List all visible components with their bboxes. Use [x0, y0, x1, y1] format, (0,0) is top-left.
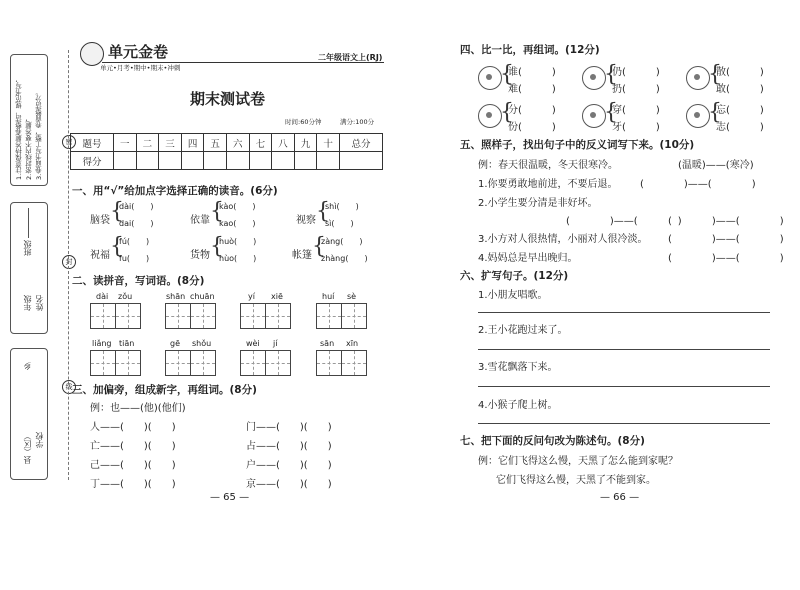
score-cell[interactable]	[136, 152, 159, 170]
pinyin: huí	[322, 292, 335, 301]
score-cell[interactable]	[294, 152, 317, 170]
s4-item[interactable]: 份( )	[508, 122, 556, 133]
field-grade: 年级	[23, 295, 32, 311]
section-6-title: 六、扩写句子。(12分)	[460, 270, 569, 282]
s1-option[interactable]: kào( )	[219, 202, 256, 211]
page-number-left: — 65 —	[210, 492, 250, 503]
s1-option[interactable]: dai( )	[119, 219, 154, 228]
score-col: 三	[159, 134, 182, 152]
exam-time: 时间:60分钟	[285, 118, 322, 126]
s1-option[interactable]: zàng( )	[321, 237, 363, 246]
s3-item[interactable]: 丁——( )( )	[90, 479, 176, 490]
score-cell[interactable]	[226, 152, 249, 170]
pinyin: sè	[347, 292, 357, 301]
s1-option[interactable]: hùo( )	[219, 254, 257, 263]
s1-option[interactable]: sì( )	[325, 219, 354, 228]
brace-icon: {	[110, 234, 124, 259]
s5-example-answer: (温暖)——(寒冷)	[678, 160, 754, 171]
s6-answer-line[interactable]	[478, 386, 770, 387]
field-town: 乡	[23, 362, 32, 370]
s6-item: 2.王小花跑过来了。	[478, 325, 568, 336]
s5-item: 1.你要勇敢地前进，不要后退。	[478, 179, 618, 190]
pinyin: wèi	[246, 339, 260, 348]
field-school: 学校	[35, 432, 44, 448]
s4-item[interactable]: 散( )	[716, 67, 764, 78]
grade-label: 二年级语文上(RJ)	[318, 53, 383, 62]
pinyin: chuān	[190, 292, 215, 301]
seal-mark-2: 封	[62, 255, 76, 269]
s4-item[interactable]: 忘( )	[716, 105, 764, 116]
writing-grid[interactable]	[316, 350, 366, 376]
s6-item: 3.雪花飘落下来。	[478, 362, 558, 373]
s3-item[interactable]: 户——( )( )	[246, 460, 332, 471]
score-table	[70, 133, 383, 170]
writing-grid[interactable]	[165, 303, 215, 329]
score-col: 七	[249, 134, 272, 152]
s5-blank[interactable]: ( )——( )	[668, 253, 784, 264]
score-cell[interactable]	[339, 152, 382, 170]
s3-item[interactable]: 门——( )( )	[246, 422, 332, 433]
exam-full-score: 满分:100分	[340, 118, 375, 126]
s5-blank[interactable]: ( )——( )	[640, 179, 756, 190]
section-2-title: 二、读拼音，写词语。(8分)	[72, 275, 205, 287]
field-name: 姓名	[35, 295, 44, 311]
notice-line-2: 2.密封线内不要答题，	[25, 115, 33, 180]
seal-mark-1: 密	[62, 135, 76, 149]
s6-item: 1.小朋友唱歌。	[478, 290, 548, 301]
s7-answer: 它们飞得这么慢，天黑了不能到家。	[496, 475, 656, 486]
s1-option[interactable]: zhàng( )	[321, 254, 368, 263]
pinyin: tiān	[119, 339, 135, 348]
s1-word: 脑袋	[90, 215, 110, 226]
score-col: 四	[181, 134, 204, 152]
binding-sidebar	[0, 40, 73, 480]
header-rule	[102, 62, 384, 63]
score-header-row	[71, 134, 383, 152]
exam-title: 期末测试卷	[190, 90, 266, 108]
score-col-label: 题号	[71, 134, 114, 152]
brace-icon: {	[312, 234, 326, 259]
s3-item[interactable]: 京——( )( )	[246, 479, 332, 490]
flower-icon	[582, 104, 606, 128]
pinyin: yí	[248, 292, 255, 301]
s1-word: 视察	[296, 215, 316, 226]
pinyin: xiē	[271, 292, 283, 301]
score-cell[interactable]	[272, 152, 295, 170]
s6-answer-line[interactable]	[478, 423, 770, 424]
s4-item[interactable]: 难( )	[508, 84, 556, 95]
pinyin: shǒu	[192, 339, 212, 348]
s4-item[interactable]: 分( )	[508, 105, 556, 116]
writing-grid[interactable]	[90, 350, 140, 376]
section-3-title: 三、加偏旁，组成新字，再组词。(8分)	[72, 384, 257, 396]
s1-option[interactable]: huò( )	[219, 237, 257, 246]
score-col: 五	[204, 134, 227, 152]
seal-line	[68, 50, 69, 480]
flower-icon	[686, 104, 710, 128]
notice-line-1: 1.注意保持答题卷整洁，规范书写，	[15, 76, 23, 180]
brace-icon: {	[210, 199, 224, 224]
section-4-title: 四、比一比，再组词。(12分)	[460, 44, 600, 56]
pinyin: shān	[166, 292, 186, 301]
score-cell[interactable]	[204, 152, 227, 170]
pinyin: sān	[320, 339, 335, 348]
writing-grid[interactable]	[316, 303, 366, 329]
s6-answer-line[interactable]	[478, 349, 770, 350]
series-logo: 单元金卷	[108, 43, 169, 61]
s4-item[interactable]: 敢( )	[716, 84, 764, 95]
brace-icon: {	[708, 100, 722, 125]
writing-grid[interactable]	[240, 303, 290, 329]
pinyin: liǎng	[92, 339, 112, 348]
score-row-label: 得分	[71, 152, 114, 170]
s3-item[interactable]: 亡——( )( )	[90, 441, 176, 452]
score-col: 九	[294, 134, 317, 152]
s4-item[interactable]: 牙( )	[612, 122, 660, 133]
pinyin: zǒu	[118, 292, 133, 301]
pinyin: jí	[273, 339, 278, 348]
s4-item[interactable]: 谁( )	[508, 67, 556, 78]
score-col: 二	[136, 134, 159, 152]
brace-icon: {	[604, 100, 618, 125]
s1-word: 祝福	[90, 250, 110, 261]
score-row	[71, 152, 383, 170]
flower-icon	[478, 66, 502, 90]
s1-word: 依靠	[190, 215, 210, 226]
pinyin: gē	[170, 339, 180, 348]
s3-example: 例：也——(他)(他们)	[90, 403, 186, 414]
s4-item[interactable]: 扔( )	[612, 84, 660, 95]
s1-option[interactable]: fu( )	[119, 254, 150, 263]
s7-example: 例：它们飞得这么慢，天黑了怎么能到家呢？	[478, 456, 678, 467]
brace-icon: {	[500, 100, 514, 125]
writing-grid[interactable]	[165, 350, 215, 376]
pinyin: xīn	[346, 339, 359, 348]
score-cell[interactable]	[114, 152, 137, 170]
s1-option[interactable]: fú( )	[119, 237, 150, 246]
flower-icon	[478, 104, 502, 128]
s5-item: 3.小方对人很热情，小丽对人很冷淡。	[478, 234, 648, 245]
s1-option[interactable]: kao( )	[219, 219, 256, 228]
field-class: 班级	[23, 240, 32, 256]
score-col: 六	[226, 134, 249, 152]
s1-option[interactable]: shì( )	[325, 202, 359, 211]
seal-mark-3: 线	[62, 380, 76, 394]
brace-icon: {	[708, 62, 722, 87]
s5-blank[interactable]: ( )——( )	[566, 216, 682, 227]
brace-icon: {	[110, 199, 124, 224]
class-blank[interactable]	[28, 208, 29, 238]
page-number-right: — 66 —	[600, 492, 640, 503]
s5-blank[interactable]: ( )——( )	[668, 234, 784, 245]
score-col: 八	[272, 134, 295, 152]
s5-item: 4.妈妈总是早出晚归。	[478, 253, 578, 264]
s5-blank[interactable]: ( )——( )	[668, 216, 784, 227]
field-county: 县（区）	[23, 432, 32, 464]
section-1-title: 一、用“√”给加点字选择正确的读音。(6分)	[72, 185, 278, 197]
brace-icon: {	[316, 199, 330, 224]
s3-item[interactable]: 占——( )( )	[246, 441, 332, 452]
s6-answer-line[interactable]	[478, 312, 770, 313]
info-box-1	[10, 202, 48, 334]
writing-grid[interactable]	[90, 303, 140, 329]
series-tagline: 单元•月考•期中•期末•冲刺	[100, 64, 181, 72]
notice-box	[10, 54, 48, 186]
flower-icon	[582, 66, 606, 90]
score-cell[interactable]	[159, 152, 182, 170]
section-5-title: 五、照样子，找出句子中的反义词写下来。(10分)	[460, 139, 695, 151]
section-7-title: 七、把下面的反问句改为陈述句。(8分)	[460, 435, 645, 447]
score-col: 十	[317, 134, 340, 152]
s6-item: 4.小猴子爬上树。	[478, 400, 558, 411]
brace-icon: {	[604, 62, 618, 87]
s1-option[interactable]: dài( )	[119, 202, 154, 211]
s5-item: 2.小学生要分清是非好坏。	[478, 198, 598, 209]
notice-line-3: 3.卷面书写工整，卷面整洁分。	[35, 89, 43, 180]
s4-item[interactable]: 志( )	[716, 122, 764, 133]
s4-item[interactable]: 穿( )	[612, 105, 660, 116]
s1-word: 帐篷	[292, 250, 312, 261]
flower-icon	[686, 66, 710, 90]
s3-item[interactable]: 己——( )( )	[90, 460, 176, 471]
brace-icon: {	[500, 62, 514, 87]
s5-example: 例：春天很温暖，冬天很寒冷。	[478, 160, 618, 171]
pinyin: dài	[96, 292, 109, 301]
score-col-total: 总分	[339, 134, 382, 152]
score-cell[interactable]	[317, 152, 340, 170]
s1-word: 货物	[190, 250, 210, 261]
writing-grid[interactable]	[240, 350, 290, 376]
score-cell[interactable]	[181, 152, 204, 170]
s4-item[interactable]: 仍( )	[612, 67, 660, 78]
s3-item[interactable]: 人——( )( )	[90, 422, 176, 433]
score-col: 一	[114, 134, 137, 152]
brace-icon: {	[210, 234, 224, 259]
score-cell[interactable]	[249, 152, 272, 170]
